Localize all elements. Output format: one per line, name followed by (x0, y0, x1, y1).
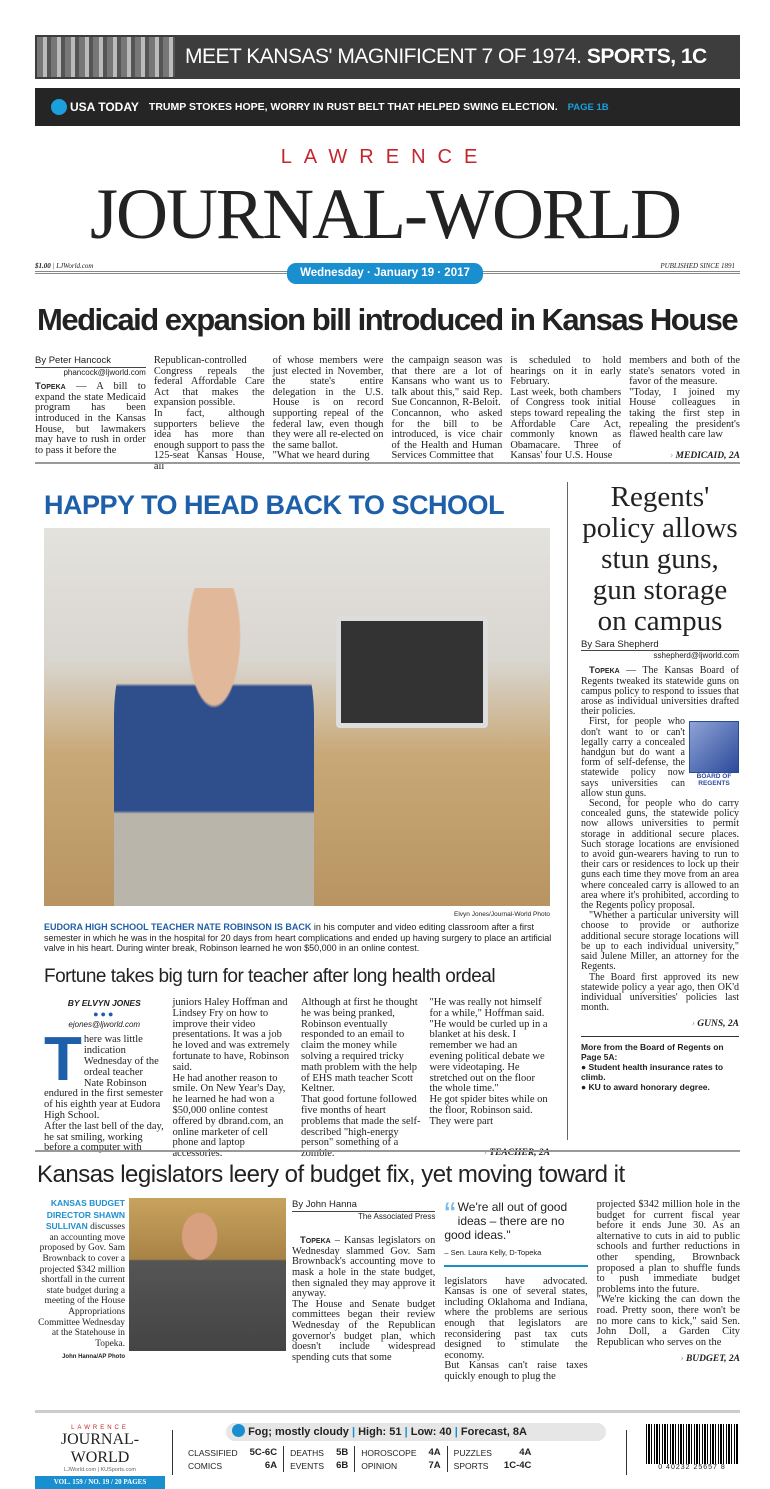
lead-col-2: Republican-controlled Congress repeals the federal Affordable Care Act that makes the expansion possible. In fact, although supporters believe the idea has more than enough support to pass the 125-seat Kansas House, all (153, 355, 265, 472)
budget-caption-lead: KANSAS BUDGET DIRECTOR SHAWN SULLIVAN (45, 1198, 125, 1232)
footer-rule (35, 1410, 740, 1413)
weather-high: High: 51 (358, 1426, 402, 1438)
published-since: PUBLISHED SINCE 1891 (660, 262, 735, 270)
teacher-jump[interactable]: › TEACHER, 2A (430, 1148, 551, 1159)
teacher-caption-text: in his computer and video editing classroom after a first semester in which he was in the hospital for 20 days from heart complications and ended up having surgery to place an artificial valve in his heart. During winter break, Robinson learned he won $50,000 in an online contest. (44, 922, 552, 953)
usatoday-brand: USA TODAY (70, 100, 139, 114)
index-page[interactable]: 4A (519, 1447, 532, 1458)
dropcap: T (44, 1025, 82, 1095)
index-label: HOROSCOPE (355, 1446, 423, 1459)
budget-col-3: projected $342 million hole in the budget for current fiscal year before it ends June 30. As an alternative to cuts in aid to public schools and further reductions in other spending, Brownback proposed a plan to shuffle funds to push immediate budget problems into the future. "We're kicking the can down the road. Pretty soon, there won't be no more cans to kick," said Sen. John Doll, a Garden City Republican who serves on the (596, 1199, 740, 1348)
lead-col-3: of whose members were just elected in November, the state's entire delegation in the U.S. House is on record supporting repeal of the federal law, even though they were all re-elected on the same ballot. "What we heard during (272, 355, 384, 462)
footer-logo (35, 1425, 165, 1489)
regents-p4: "Whether a particular university will choose to provide or authorize additional secure storage locations will be up to each individual university," said Julene Miller, an attorney for the Regents. (581, 910, 739, 973)
regents-more-item[interactable]: KU to award honorary degree. (588, 1081, 710, 1092)
budget-caption (35, 1198, 125, 1363)
index-label: DEATHS (284, 1446, 331, 1459)
teacher-email[interactable]: ejones@ljworld.com (68, 1019, 141, 1029)
usatoday-page[interactable]: PAGE 1B (567, 101, 609, 113)
budget-dateline: Topeka (300, 1235, 331, 1247)
budget-story (292, 1200, 740, 1383)
footer-sites[interactable]: LJWorld.com | KUSports.com (64, 1467, 136, 1473)
index-label: PUZZLES (447, 1446, 498, 1459)
index-page[interactable]: 5C-6C (249, 1447, 278, 1458)
promo-link[interactable]: SPORTS, 1C (586, 45, 707, 68)
teacher-banner[interactable]: HAPPY TO HEAD BACK TO SCHOOL (44, 490, 505, 520)
index-page[interactable]: 1C-4C (503, 1460, 532, 1471)
usatoday-banner[interactable] (35, 88, 740, 126)
regents-p5: The Board first approved its new statewide policy a year ago, then OK'd individual universities' policies last month. (581, 971, 739, 1014)
volume-badge: VOL. 159 / NO. 19 / 20 PAGES (35, 1476, 165, 1489)
index-page[interactable]: 6B (336, 1460, 349, 1471)
regents-p3: Second, for people who do carry concealed guns, the statewide policy now allows universities to permit storage in additional secure places. Such storage locations are envisioned to avoid gun-wearers having to run to their cars or residences to lock up their guns each time they move from an area where concealed carry is allowed to an area where it's prohibited, according to the Regents policy proposal. (581, 798, 739, 912)
lead-byline: By Peter Hancock (35, 356, 146, 368)
divider (35, 1150, 740, 1152)
regents-story (581, 640, 739, 1092)
teacher-col-2: juniors Haley Hoffman and Lindsey Fry on how to improve their video presentations. It was a job he loved and was extremely fortunate to have, Robinson said. He had another reason to smile. On New Year's Day, he learned he had won a $50,000 online contest offered by dbrand.com, an online marketer of cell phone and laptop accessories. (172, 997, 290, 1160)
budget-byline: By John Hanna (292, 1200, 435, 1212)
budget-headline[interactable]: Kansas legislators leery of budget fix, yet moving toward it (37, 1161, 625, 1188)
weather-condition: Fog; mostly cloudy (248, 1426, 349, 1438)
lead-col-4: the campaign season was that there are a lot of Kansans who want us to talk about this," said Rep. Sue Concannon, R-Beloit. Concannon, who asked for the bill to be introduced, is vice chair of the Health and Human Services Committee that (391, 355, 503, 462)
barcode-number: 0 40232 25657 8 (658, 1464, 726, 1471)
pull-quote-text: We're all out of good ideas – there are no good ideas." (444, 1200, 568, 1242)
teacher-photo[interactable] (44, 528, 550, 906)
footer-divider (172, 1430, 173, 1475)
regents-p1: — The Kansas Board of Regents tweaked its statewide guns on campus policy to respond to issues that arose as individual universities drafted their policies. (581, 665, 739, 718)
teacher-headline[interactable]: Fortune takes big turn for teacher after long health ordeal (44, 966, 496, 987)
regents-headline[interactable]: Regents' policy allows stun guns, gun storage on campus (582, 481, 738, 637)
footer-city: LAWRENCE (71, 1425, 129, 1431)
budget-col-1: – Kansas legislators on Wednesday slammed Gov. Sam Brownback's accounting move to mask a hole in the state budget, then signaled they may approve it anyway. The House and Senate budget committees began their review Wednesday of the Republican governor's budget plan, which doesn't include widespread spending cuts that some (292, 1235, 436, 1363)
index-page[interactable]: 5B (336, 1447, 349, 1458)
pull-quote (444, 1200, 587, 1267)
regents-byline: By Sara Shepherd (581, 640, 739, 651)
weather-low: Low: 40 (410, 1426, 452, 1438)
index-label: COMICS (188, 1460, 222, 1471)
pull-quote-attribution: – Sen. Laura Kelly, D-Topeka (444, 1248, 542, 1257)
index-page[interactable]: 7A (428, 1460, 441, 1471)
column-divider (567, 482, 568, 1140)
teacher-story (44, 998, 550, 1160)
barcode-bars (646, 1424, 738, 1464)
teacher-photo-credit: Elvyn Jones/Journal-World Photo (454, 911, 550, 918)
regents-jump[interactable]: › GUNS, 2A (581, 1019, 739, 1029)
weather-cloud-icon (232, 1424, 245, 1437)
barcode (646, 1424, 738, 1471)
teacher-caption (44, 922, 552, 954)
page-index (182, 1446, 537, 1472)
regents-more-title: More from the Board of Regents on Page 5A: (581, 1041, 724, 1062)
index-label: EVENTS (284, 1459, 331, 1472)
budget-photo-credit: John Hanna/AP Photo (62, 1354, 125, 1361)
site[interactable]: LJWorld.com (56, 262, 94, 270)
budget-org: The Associated Press (357, 1211, 436, 1221)
lead-jump[interactable]: › MEDICAID, 2A (629, 451, 740, 462)
regents-p2: First, for people who don't want to or can't legally carry a concealed handgun but do want a form of self-defense, the statewide policy now says universities can allow stun guns. (581, 716, 685, 799)
lead-dateline: Topeka (35, 381, 66, 393)
index-page[interactable]: 4A (428, 1447, 441, 1458)
divider (35, 462, 740, 464)
index-label: SPORTS (447, 1459, 498, 1472)
teacher-col-3: Although at first he thought he was being pranked, Robinson eventually responded to an email to claim the money while solving a required tricky math problem with the help of EHS math teacher Scott Keltner. That good fortune followed five months of heart problems that made the self-described "high-energy person" something of a zombie. (301, 997, 421, 1160)
weather-bar[interactable]: Fog; mostly cloudy | High: 51 | Low: 40 | Forecast, 8A (226, 1423, 606, 1441)
regents-building-icon (689, 721, 739, 773)
teacher-col-1: here was little indication Wednesday of the ordeal teacher Nate Robinson endured in the first semester of his eighth year at Eudora High School. After the last bell of the day, he sat smiling, working before a computer with (44, 1034, 164, 1154)
lead-col-5: is scheduled to hold hearings on it in early February. Last week, both chambers of Congress took initial steps toward repealing the Affordable Care Act, commonly known as Obamacare. Three of Kansas' four U.S. House (510, 355, 622, 462)
usatoday-logo-icon (51, 99, 67, 115)
usatoday-headline: TRUMP STOKES HOPE, WORRY IN RUST BELT THAT HELPED SWING ELECTION. (148, 101, 558, 113)
teacher-byline: BY ELVYN JONES (67, 998, 141, 1008)
budget-col-2: legislators have advocated. Kansas is one of several states, including Oklahoma and Indiana, where the problems are serious enough that legislators are reconsidering past tax cuts designed to stimulate the economy. But Kansas can't raise taxes quickly enough to plug the (444, 1275, 588, 1382)
index-label: OPINION (355, 1459, 423, 1472)
teacher-caption-lead: EUDORA HIGH SCHOOL TEACHER NATE ROBINSON IS BACK (44, 922, 312, 932)
budget-caption-text: discusses an accounting move proposed by Gov. Sam Brownback to cover a projected $342 million shortfall in the current state budget during a meeting of the House Appropriations Committee Wednesday at the Statehouse in Topeka. (38, 1222, 125, 1349)
budget-jump[interactable]: › BUDGET, 2A (597, 1354, 740, 1365)
lead-email[interactable]: phancock@ljworld.com (63, 367, 146, 377)
masthead-title: JOURNAL-WORLD (90, 174, 680, 254)
sports-promo-banner[interactable] (35, 35, 740, 79)
dots-icon: ●●● (93, 1008, 116, 1019)
weather-forecast-link[interactable]: Forecast, 8A (460, 1426, 527, 1438)
regents-dateline: Topeka (589, 665, 620, 677)
price: $1.00 (35, 262, 51, 270)
index-label: CLASSIFIED (188, 1447, 238, 1458)
regents-logo-label: BOARD OF REGENTS (696, 773, 732, 788)
teacher-col-4: "He was really not himself for a while," Hoffman said. "He would be curled up in a blanket at his desk. I remember we had an evening political debate we were videotaping. He stretched out on the floor the whole time." He got spider bites while on the floor, Robinson said. They were part (429, 997, 548, 1127)
index-page[interactable]: 6A (264, 1460, 278, 1471)
regents-more-box: More from the Board of Regents on Page 5A: ● Student health insurance rates to climb. ● KU to award honorary degree. (581, 1036, 739, 1092)
teacher-figure (114, 588, 314, 906)
lead-col-1: — A bill to expand the state Medicaid program has been introduced in the Kansas House, but lawmakers may have to rush in order to pass it before the (35, 381, 146, 456)
team-photo (37, 37, 175, 77)
lead-story (35, 356, 740, 473)
regents-more-item[interactable]: Student health insurance rates to climb. (581, 1061, 724, 1082)
quote-mark-icon: “ (444, 1200, 456, 1234)
lead-headline[interactable]: Medicaid expansion bill introduced in Kansas House (37, 302, 738, 337)
lead-col-6: members and both of the state's senators voted in favor of the measure. "Today, I joined my House colleagues in taking the first step in repealing the president's flawed health care law (629, 355, 740, 441)
sullivan-photo[interactable] (129, 1198, 286, 1351)
regents-email[interactable]: sshepherd@ljworld.com (653, 651, 739, 661)
date-pill: Wednesday · January 19 · 2017 (287, 263, 483, 284)
masthead-city: LAWRENCE (280, 146, 490, 168)
footer-title: JOURNAL-WORLD (60, 1431, 140, 1466)
promo-text: MEET KANSAS' MAGNIFICENT 7 OF 1974. (185, 45, 582, 68)
footer-divider (626, 1430, 627, 1475)
regents-logo (689, 721, 739, 787)
monitor-image (336, 616, 488, 728)
